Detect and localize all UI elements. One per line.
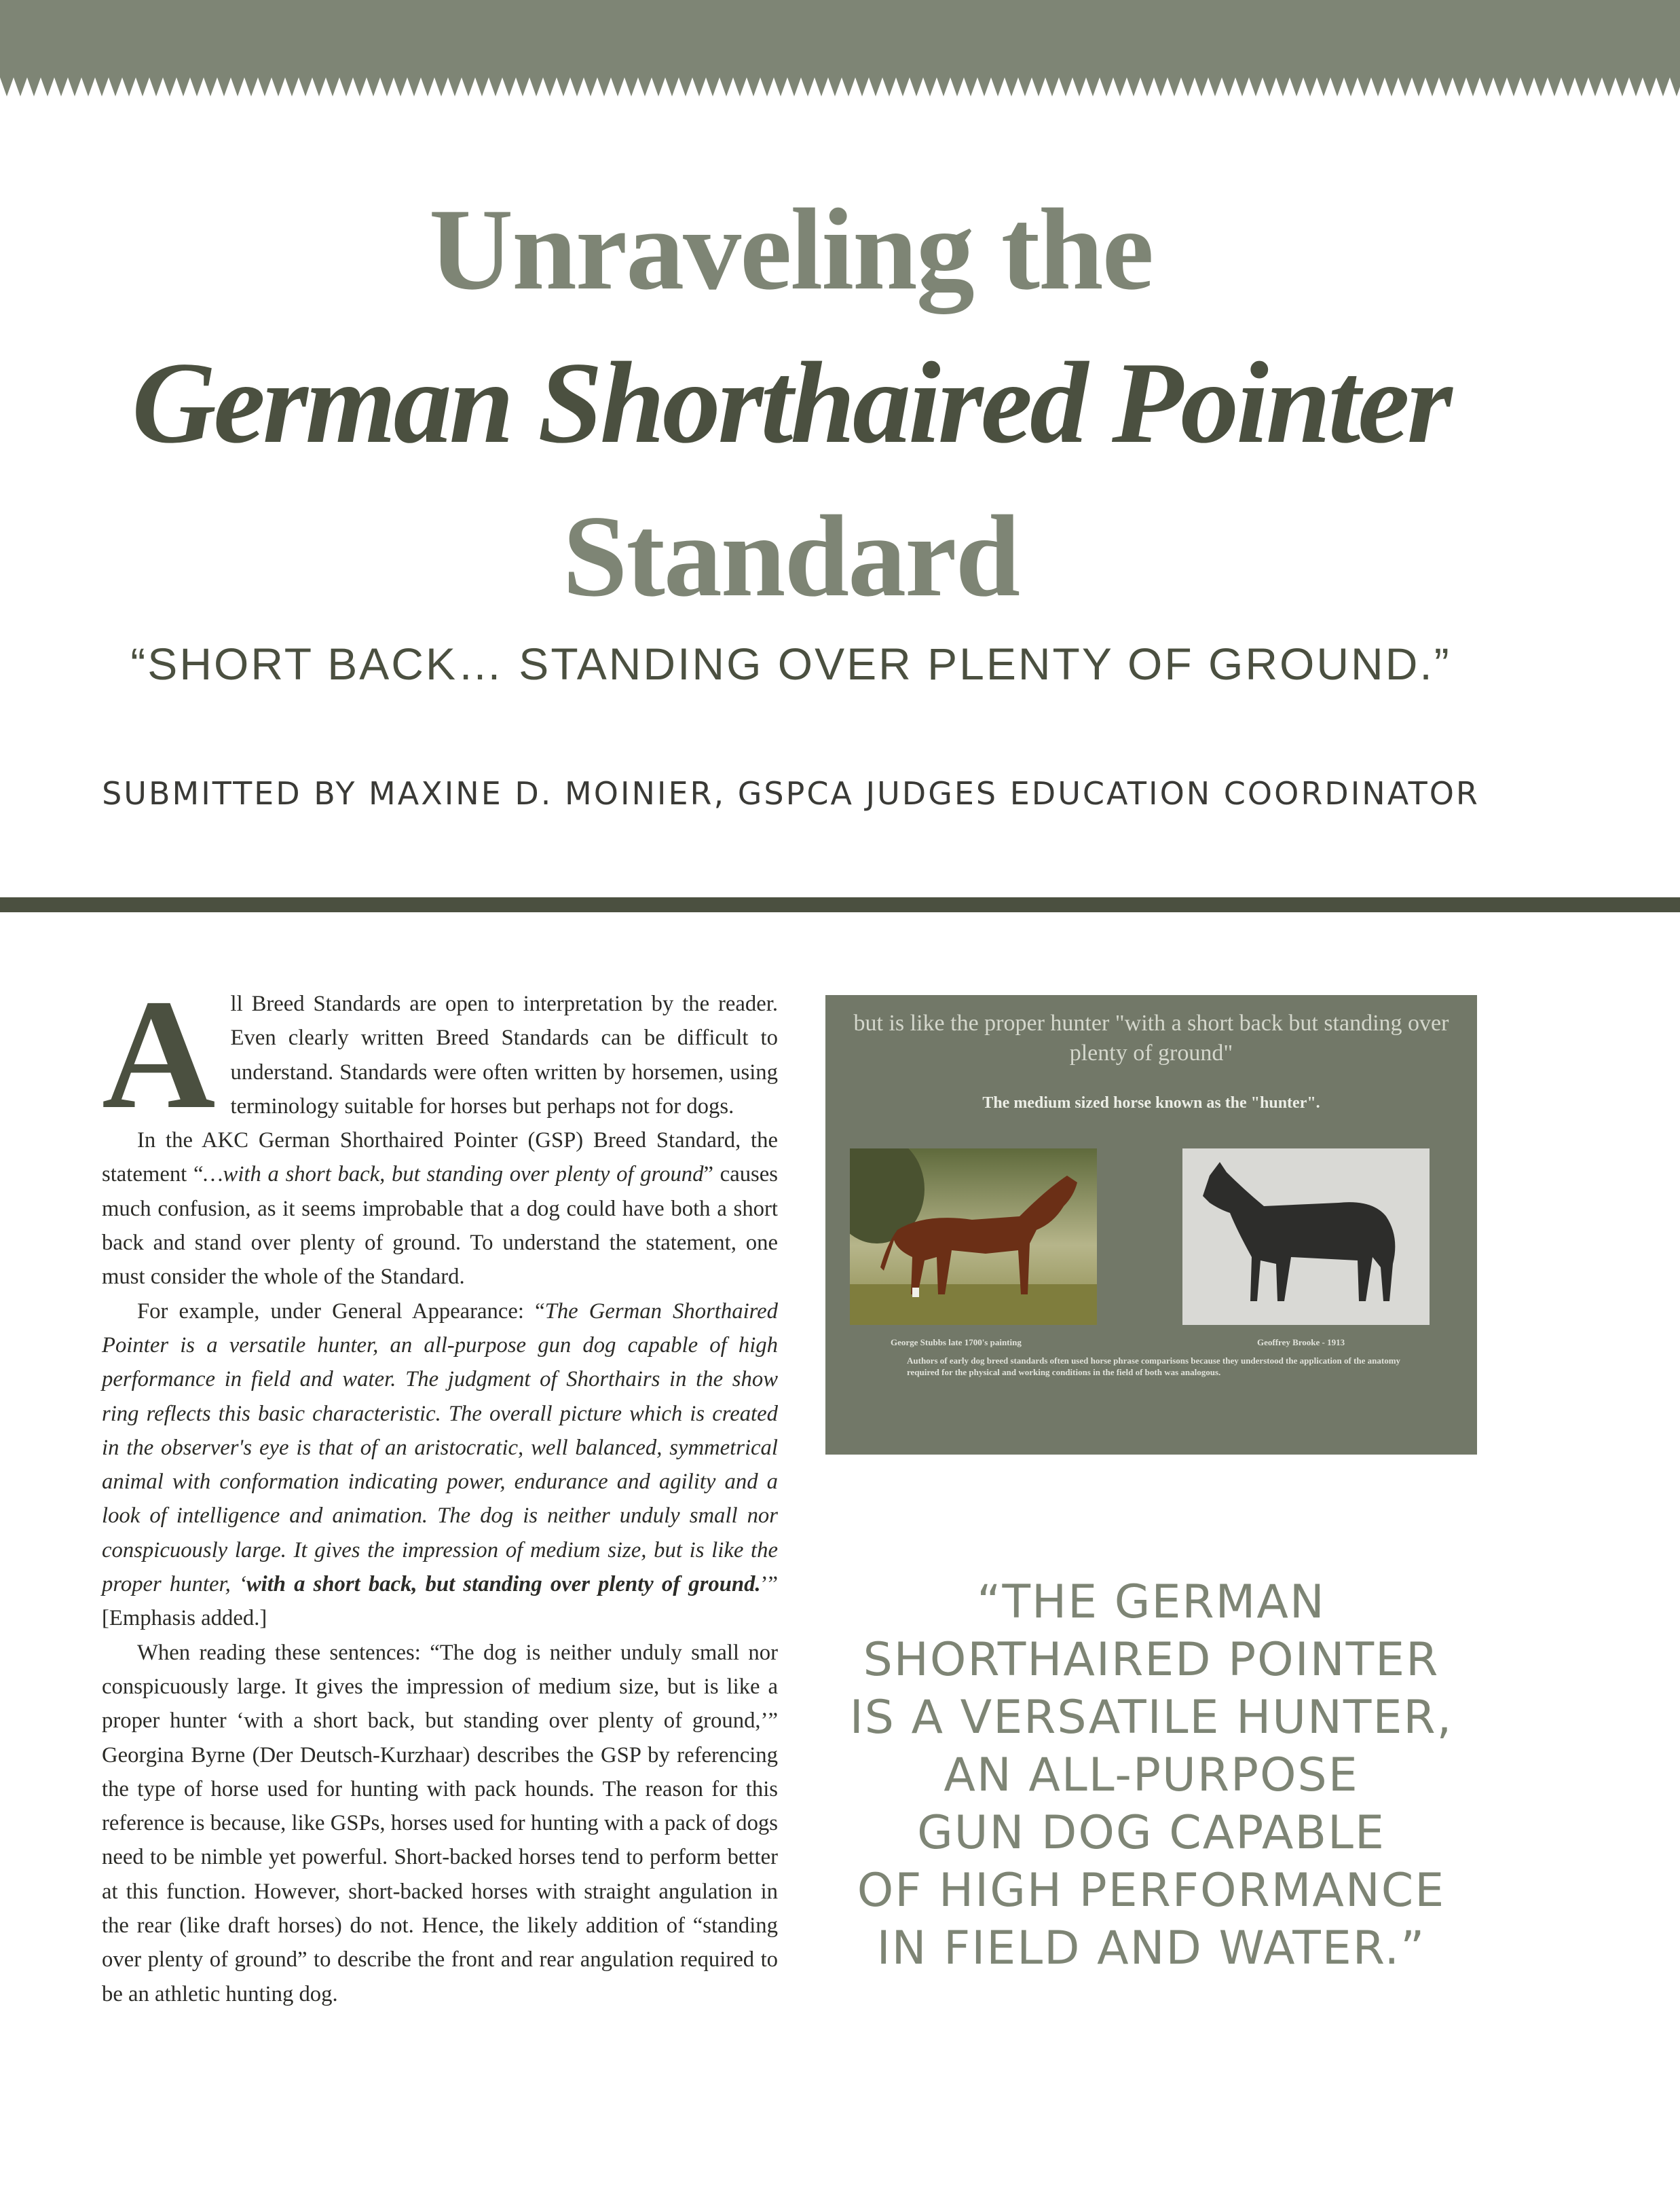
paragraph-2-rest: ” causes much confusion, as it seems improbable that a dog could have both a short back and stand over plenty of ground. To understand the statement, one must consider the whole of the Standard.: [102, 1162, 778, 1290]
pull-quote-line: IS A VERSATILE HUNTER,: [849, 1691, 1453, 1744]
pull-quote-line: “THE GERMAN: [977, 1575, 1326, 1629]
pull-quote-line: AN ALL-PURPOSE: [944, 1748, 1359, 1802]
title-line-3: Standard: [562, 492, 1020, 621]
figure-caption-top: but is like the proper hunter "with a short back but standing over plenty of ground": [853, 1011, 1449, 1066]
horse-comparison-figure: [825, 995, 1477, 1455]
general-appearance-quote: The German Shorthaired Pointer is a versatile hunter, an all-purpose gun dog capable of high performance in field and water. The judgment of Shorthairs in the show ring reflects this basic characteristic. The overall picture which is created in the observer's eye is that of an aristocratic, well balanced, symmetrical animal with conformation indicating power, endurance and agility and a look of intelligence and animation. The dog is neither unduly small nor conspicuously large. It gives the impression of medium size, but is like the proper hunter, ‘: [102, 1298, 779, 1597]
figure-note: Authors of early dog breed standards often used horse phrase comparisons because they understood the application of the anatomy required for the physical and working conditions in the field of both was analogous.: [907, 1355, 1401, 1377]
drop-cap: A: [102, 967, 216, 1142]
standard-quote: …with a short back, but standing over plenty of ground: [203, 1162, 704, 1187]
zigzag-border: [0, 77, 1680, 105]
pull-quote-line: IN FIELD AND WATER.”: [876, 1922, 1426, 1975]
paragraph-1-text: ll Breed Standards are open to interpretation by the reader. Even clearly written Breed Standards can be difficult to understand. Standards were often written by horsemen, using terminology suitable for horses but perhaps not for dogs.: [230, 992, 778, 1119]
top-banner: [0, 0, 1680, 77]
emphasis-note: ’” [Emphasis added.]: [102, 1572, 778, 1631]
figure-label-right: Geoffrey Brooke - 1913: [1257, 1337, 1345, 1347]
section-divider: [0, 897, 1680, 912]
paragraph-4: When reading these sentences: “The dog is neither unduly small nor conspicuously large. It gives the impression of medium size, but is like a proper hunter ‘with a short back, but standing over plenty of ground,’” Georgina Byrne (Der Deutsch-Kurzhaar) describes the GSP by referencing the type of horse used for hunting with pack hounds. The reason for this reference is because, like GSPs, horses used for hunting with a pack of dogs need to be nimble yet powerful. Short-backed horses tend to perform better at this function. However, short-backed horses with straight angulation in the rear (like draft horses) do not. Hence, the likely addition of “standing over plenty of ground” to describe the front and rear angulation required to be an athletic hunting dog.: [102, 1640, 778, 2006]
pull-quote-line: GUN DOG CAPABLE: [917, 1806, 1385, 1860]
paragraph-3: [102, 1294, 778, 1636]
pull-quote-line: SHORTHAIRED POINTER: [863, 1633, 1440, 1687]
paragraph-2: [102, 1123, 778, 1294]
article-body: [102, 967, 779, 2011]
paragraph-2-lead: In the AKC German Shorthaired Pointer (GSP) Breed Standard, the statement “: [102, 1128, 778, 1187]
title-line-1: Unraveling the: [428, 185, 1153, 314]
pull-quote-line: OF HIGH PERFORMANCE: [857, 1864, 1446, 1917]
stubbs-horse-painting: [850, 1148, 1097, 1325]
paragraph-3-lead: For example, under General Appearance: “: [137, 1298, 545, 1324]
byline: SUBMITTED BY MAXINE D. MOINIER, GSPCA JUDGES EDUCATION COORDINATOR: [102, 775, 1480, 812]
title-line-2: German Shorthaired Pointer: [132, 339, 1450, 468]
brooke-horse-photo: [1182, 1148, 1430, 1325]
pull-quote: [805, 1573, 1497, 1977]
emphasized-quote: with a short back, but standing over plenty of ground.: [246, 1572, 761, 1597]
figure-caption-sub: The medium sized horse known as the "hunter".: [982, 1094, 1320, 1112]
figure-label-left: George Stubbs late 1700's painting: [891, 1337, 1022, 1347]
paragraph-1: [102, 967, 778, 1142]
subtitle: “SHORT BACK… STANDING OVER PLENTY OF GROUND.”: [130, 639, 1451, 689]
